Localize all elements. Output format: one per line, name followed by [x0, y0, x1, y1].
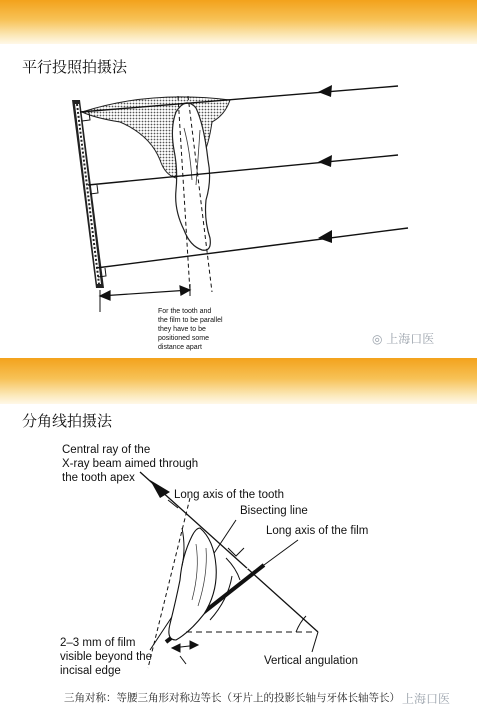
bisect-right-angle: [228, 548, 244, 556]
parallel-note-line-5: distance apart: [158, 344, 202, 351]
section-title-parallel: 平行投照拍摄法: [22, 58, 128, 76]
label-film-visible-1: 2–3 mm of film: [60, 637, 136, 649]
watermark-bottom: 上海口医: [402, 692, 451, 706]
caption-text: 三角对称：等腰三角形对称边等长（牙片上的投影长轴与牙体长轴等长）: [64, 692, 400, 704]
parallel-note-line-2: the film to be parallel: [158, 317, 223, 324]
angulation-pointer: [312, 632, 318, 652]
parallel-note-line-3: they have to be: [158, 326, 206, 333]
label-central-ray-2: X-ray beam aimed through: [62, 458, 199, 470]
label-tooth-axis: Long axis of the tooth: [174, 489, 284, 501]
label-bisecting-line: Bisecting line: [240, 505, 308, 517]
parallel-note-line-1: For the tooth and: [158, 308, 212, 315]
label-film-visible-2: visible beyond the: [60, 651, 153, 663]
film-visible-arrows: [172, 641, 198, 664]
label-vertical-angulation: Vertical angulation: [264, 655, 358, 667]
section-title-bisecting: 分角线拍摄法: [22, 412, 113, 430]
watermark-top: ◎ 上海口医: [372, 332, 435, 346]
label-central-ray-1: Central ray of the: [62, 444, 151, 456]
parallel-note-line-4: positioned some: [158, 335, 209, 342]
label-film-visible-3: incisal edge: [60, 665, 121, 677]
bisecting-tooth-outline: [169, 528, 216, 640]
wechat-icon: ◎: [372, 332, 387, 346]
vertical-angulation-arc: [296, 616, 306, 632]
label-central-ray-3: the tooth apex: [62, 472, 135, 484]
label-film-axis: Long axis of the film: [266, 525, 369, 537]
film-axis-line: [264, 540, 298, 565]
